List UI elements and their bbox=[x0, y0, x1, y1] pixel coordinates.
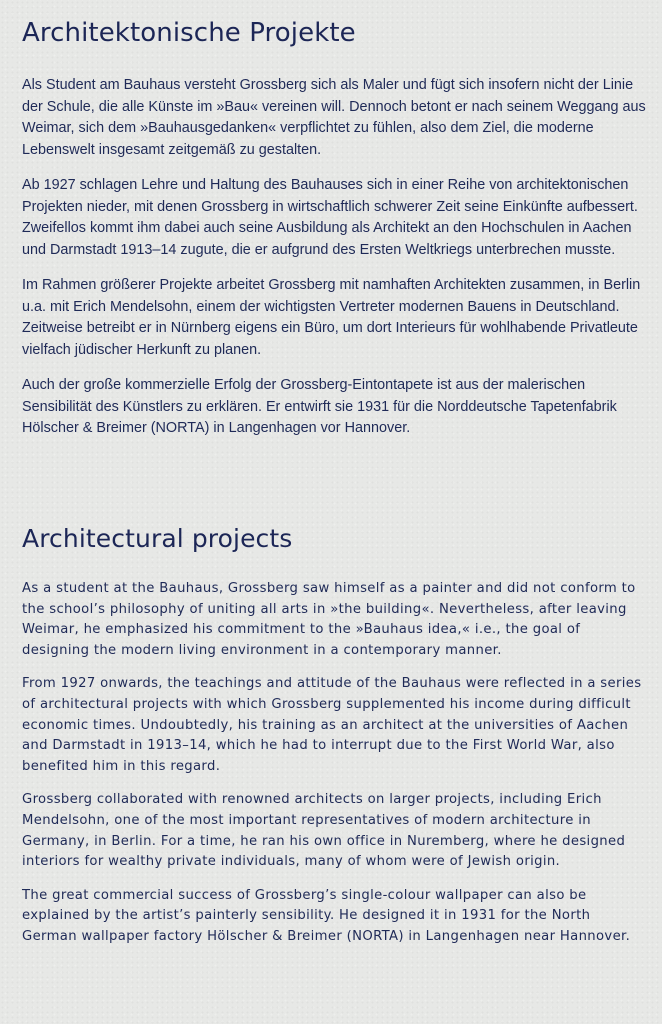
german-paragraph-3: Im Rahmen größerer Projekte arbeitet Grossberg mit namhaften Architekten zusammen, in Berlin u.a. mit Erich Mendelsohn, einem der wichtigsten Vertreter modernen Bauens in Deutschland. Zeitweise betreibt er in Nürnberg eigens ein Büro, um dort Interieurs für wohlhabende Privatleute vielfach jüdischer Herkunft zu planen. bbox=[22, 277, 641, 358]
german-paragraph-4: Auch der große kommerzielle Erfolg der Grossberg-Eintontapete ist aus der malerischen Sensibilität des Künstlers zu erklären. Er entwirft sie 1931 für die Norddeutsche Tapetenfabrik Hölscher & Breimer (NORTA) in Langenhagen vor Hannover. bbox=[22, 377, 617, 436]
german-paragraph-1: Als Student am Bauhaus versteht Grossberg sich als Maler und fügt sich insofern nicht der Linie der Schule, die alle Künste im »Bau« vereinen will. Dennoch betont er nach seinem Weggang aus Weimar, sich dem »Bauhausgedanken« verpflichtet zu fühlen, also dem Ziel, die moderne Lebenswelt insgesamt zeitgemäß zu gestalten. bbox=[22, 77, 646, 158]
german-title: Architektonische Projekte bbox=[22, 18, 356, 48]
english-title: Architectural projects bbox=[22, 524, 293, 553]
english-section bbox=[22, 524, 646, 961]
english-paragraph-1: As a student at the Bauhaus, Grossberg saw himself as a painter and did not conform to the school’s philosophy of uniting all arts in »the building«. Nevertheless, after leaving Weimar, he emphasized his commitment to the »Bauhaus idea,« i.e., the goal of designing the modern living environment in a contemporary manner. bbox=[22, 581, 636, 658]
german-section bbox=[22, 18, 646, 454]
english-paragraph-2: From 1927 onwards, the teachings and attitude of the Bauhaus were reflected in a series of architectural projects with which Grossberg supplemented his income during difficult economic times. Undoubtedly, his training as an architect at the universities of Aachen and Darmstadt in 1913–14, which he had to interrupt due to the First World War, also benefited him in this regard. bbox=[22, 676, 642, 774]
english-paragraph-3: Grossberg collaborated with renowned architects on larger projects, including Erich Mendelsohn, one of the most important representatives of modern architecture in Germany, in Berlin. For a time, he ran his own office in Nuremberg, where he designed interiors for wealthy private individuals, many of whom were of Jewish origin. bbox=[22, 792, 626, 870]
german-paragraph-2: Ab 1927 schlagen Lehre und Haltung des Bauhauses sich in einer Reihe von architektonischen Projekten nieder, mit denen Grossberg in wirtschaftlich schwerer Zeit seine Einkünfte aufbessert. Zweifellos kommt ihm dabei auch seine Ausbildung als Architekt an den Hochschulen in Aachen und Darmstadt 1913–14 zugute, die er aufgrund des Ersten Weltkriegs unterbrechen musste. bbox=[22, 177, 638, 258]
english-paragraph-4: The great commercial success of Grossberg’s single-colour wallpaper can also be explained by the artist’s painterly sensibility. He designed it in 1931 for the North German wallpaper factory Hölscher & Breimer (NORTA) in Langenhagen near Hannover. bbox=[22, 887, 631, 944]
